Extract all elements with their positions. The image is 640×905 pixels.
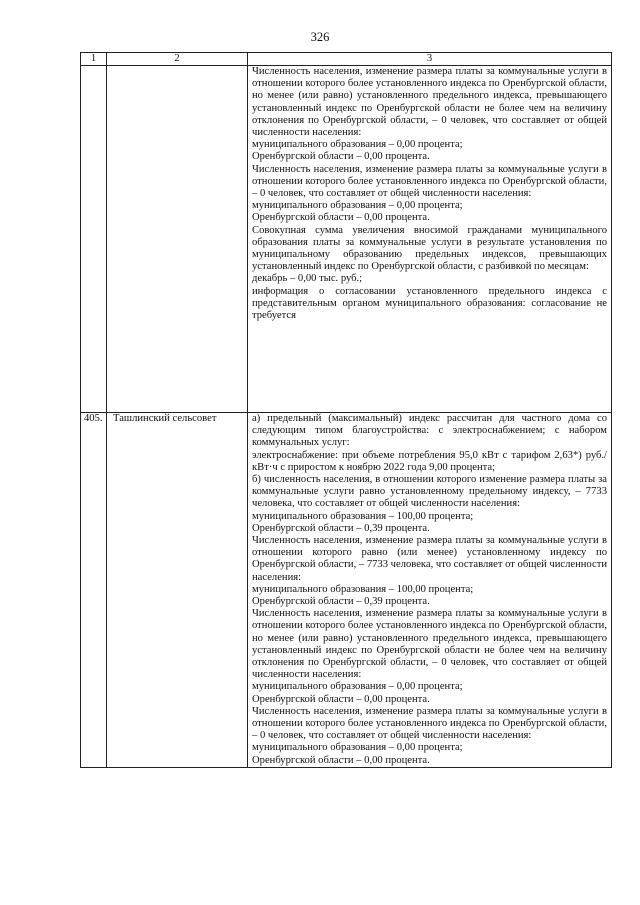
text-line: Оренбургской области – 0,00 процента. xyxy=(252,212,430,224)
text-line: Оренбургской области – 0,00 процента. xyxy=(252,754,430,766)
text-line: Численность населения, изменение размера платы за коммунальные услуги в отношении которого более установленного индекса по Оренбургской области, но менее (или равно) установленного предельного индекса, превышающего установленный индекс по Оренбургской области не более чем на величину отклонения по Оренбургской области, – 0 человек, что составляет от общей численности населения: xyxy=(252,66,607,139)
text-line: Численность населения, изменение размера платы за коммунальные услуги в отношении которого более установленного индекса по Оренбургской области, но менее (или равно) установленного предельного индекса, превышающего установленный индекс по Оренбургской области не более чем на величину отклонения по Оренбургской области, – 0 человек, что составляет от общей численности населения: xyxy=(252,608,607,681)
row-municipality-name: Ташлинский сельсовет xyxy=(107,413,248,768)
text-line: Совокупная сумма увеличения вносимой гражданами муниципального образования платы за коммунальные услуги в результате установления по муниципальному образованию предельных индексов, превышающих установленный индекс по Оренбургской области, с разбивкой по месяцам: xyxy=(252,224,607,273)
text-line: муниципального образования – 100,00 процента; xyxy=(252,583,474,595)
text-line: Численность населения, изменение размера платы за коммунальные услуги в отношении которого равно (или менее) установленному индексу по Оренбургской области, – 7733 человека, что составляет от общей численности населения: xyxy=(252,535,607,583)
text-line: муниципального образования – 0,00 процента; xyxy=(252,681,463,693)
table-header-row xyxy=(81,53,612,66)
page-number: 326 xyxy=(310,30,330,44)
text-line: муниципального образования – 100,00 процента; xyxy=(252,510,474,522)
text-line: Оренбургской области – 0,00 процента. xyxy=(252,151,430,163)
text-line: Оренбургской области – 0,39 процента. xyxy=(252,522,430,534)
row-index: 405. xyxy=(81,413,107,768)
text-line: б) численность населения, в отношении которого изменение размера платы за коммунальные услуги равно установленному предельному индексу, – 7733 человека, что составляет от общей численности населения: xyxy=(252,474,607,510)
header-col-1: 1 xyxy=(81,53,107,66)
text-line: информация о согласовании установленного предельного индекса с представительным органом муниципального образования: согласование не требуется xyxy=(252,285,607,322)
text-line: декабрь – 0,00 тыс. руб.; xyxy=(252,273,363,285)
text-line: Численность населения, изменение размера платы за коммунальные услуги в отношении которого более установленного индекса по Оренбургской области, – 0 человек, что составляет от общей численности населения: xyxy=(252,163,607,200)
table-row xyxy=(81,413,612,768)
document-table xyxy=(80,52,612,768)
row-municipality-name xyxy=(107,66,248,413)
text-line: Численность населения, изменение размера платы за коммунальные услуги в отношении которого более установленного индекса по Оренбургской области, – 0 человек, что составляет от общей численности населения: xyxy=(252,705,607,742)
text-line: а) предельный (максимальный) индекс рассчитан для частного дома со следующим типом благоустройства: с электроснабжением; с набором коммунальных услуг: xyxy=(252,413,607,449)
row-content xyxy=(248,66,612,413)
header-col-2: 2 xyxy=(107,53,248,66)
text-line: муниципального образования – 0,00 процента; xyxy=(252,742,463,754)
text-line: муниципального образования – 0,00 процента; xyxy=(252,200,463,212)
text-line: электроснабжение: при объеме потребления 95,0 кВт с тарифом 2,63*) руб./кВт·ч с приростом к ноябрю 2022 года 9,00 процента; xyxy=(252,449,607,473)
text-line: Оренбургской области – 0,39 процента. xyxy=(252,596,430,608)
header-col-3: 3 xyxy=(248,53,612,66)
text-line: муниципального образования – 0,00 процента; xyxy=(252,139,463,151)
table-row xyxy=(81,66,612,413)
text-line: Оренбургской области – 0,00 процента. xyxy=(252,693,430,705)
row-index xyxy=(81,66,107,413)
row-content xyxy=(248,413,612,768)
